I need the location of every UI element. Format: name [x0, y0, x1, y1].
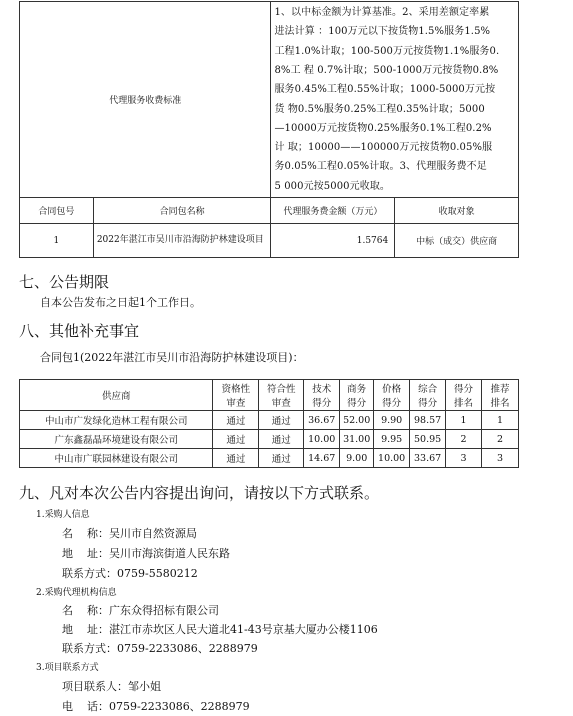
header-qualification: 资格性 审查: [213, 380, 259, 411]
fee-label-cell: [20, 2, 271, 198]
project-contact: 项目联系人：邹小姐: [62, 680, 161, 693]
agency-heading: 2.采购代理机构信息: [36, 588, 117, 598]
buyer-name: 名 称：吴川市自然资源局: [62, 527, 197, 540]
conformity-result: 通过: [259, 411, 304, 430]
fee-line: 服务0.45%工程0.55%计取；1000-5000万元按: [274, 84, 496, 96]
row-pkg-name: 2022年湛江市吴川市沿海防护林建设项目: [93, 224, 271, 258]
score-rank: 1: [446, 411, 482, 430]
fee-line: 务0.05%工程0.05%计取。3、代理服务费不足: [274, 161, 487, 173]
fee-line: 工程1.0%计取；100-500万元按货物1.1%服务0.: [274, 45, 500, 57]
section9-title: 九、凡对本次公告内容提出询问，请按以下方式联系。: [19, 484, 380, 502]
fee-line: 8%工 程 0.7%计取；500-1000万元按货物0.8%: [274, 64, 499, 76]
section7-title: 七、公告期限: [19, 273, 110, 291]
header-fee-amount: 代理服务费金额（万元）: [271, 198, 395, 224]
project-heading: 3.项目联系方式: [36, 663, 99, 673]
buyer-heading: 1.采购人信息: [36, 510, 90, 520]
buyer-address: 地 址：吴川市海滨街道人民东路: [62, 547, 230, 560]
fee-label: 代理服务收费标准: [109, 96, 182, 106]
fee-table: [19, 1, 519, 258]
fee-line: 1、以中标金额为计算基准。2、采用差额定率累: [274, 7, 490, 19]
price-score: 9.90: [374, 411, 410, 430]
header-price-score: 价格 得分: [374, 380, 410, 411]
recommend-rank: 2: [482, 430, 519, 449]
section8-subtitle: 合同包1(2022年湛江市吴川市沿海防护林建设项目)：: [40, 351, 304, 364]
table-row: [20, 430, 519, 449]
score-table-header: [20, 380, 519, 411]
price-score: 9.95: [374, 430, 410, 449]
section8-title: 八、其他补充事宜: [19, 322, 140, 340]
supplier-name: 中山市广联园林建设有限公司: [20, 449, 213, 468]
fee-line: 进法计算 ：100万元以下按货物1.5%服务1.5%: [274, 26, 491, 38]
header-tech-score: 技术 得分: [304, 380, 340, 411]
table-row: [20, 449, 519, 468]
agency-phone: 联系方式：0759-2233086、2288979: [62, 642, 258, 655]
score-rank: 2: [446, 430, 482, 449]
tech-score: 36.67: [304, 411, 340, 430]
project-phone: 电 话：0759-2233086、2288979: [62, 700, 250, 713]
fee-line: —10000万元按货物0.25%服务0.1%工程0.2%: [274, 122, 492, 134]
score-table: [19, 379, 519, 468]
header-pkg: 合同包号: [20, 198, 94, 224]
header-supplier: 供应商: [20, 380, 213, 411]
business-score: 9.00: [340, 449, 374, 468]
recommend-rank: 1: [482, 411, 519, 430]
fee-line: 计 取；10000——100000万元按货物0.05%服: [274, 142, 493, 154]
row-pkg: 1: [20, 224, 94, 258]
qualification-result: 通过: [213, 430, 259, 449]
recommend-rank: 3: [482, 449, 519, 468]
qualification-result: 通过: [213, 411, 259, 430]
header-score-rank: 得分 排名: [446, 380, 482, 411]
table-row: [20, 411, 519, 430]
header-pkg-name: 合同包名称: [93, 198, 271, 224]
score-rank: 3: [446, 449, 482, 468]
buyer-phone: 联系方式：0759-5580212: [62, 567, 198, 580]
header-recommend-rank: 推荐 排名: [482, 380, 519, 411]
tech-score: 14.67: [304, 449, 340, 468]
header-business-score: 商务 得分: [340, 380, 374, 411]
supplier-name: 中山市广发绿化造林工程有限公司: [20, 411, 213, 430]
price-score: 10.00: [374, 449, 410, 468]
total-score: 50.95: [410, 430, 446, 449]
header-conformity: 符合性 审查: [259, 380, 304, 411]
fee-line: 5 000元按5000元收取。: [274, 180, 391, 192]
total-score: 98.57: [410, 411, 446, 430]
section7-text: 自本公告发布之日起1个工作日。: [40, 296, 201, 309]
header-total-score: 综合 得分: [410, 380, 446, 411]
tech-score: 10.00: [304, 430, 340, 449]
business-score: 31.00: [340, 430, 374, 449]
business-score: 52.00: [340, 411, 374, 430]
header-target: 收取对象: [395, 198, 519, 224]
agency-address: 地 址：湛江市赤坎区人民大道北41-43号京基大厦办公楼1106: [62, 623, 378, 636]
supplier-name: 广东鑫磊晶环境建设有限公司: [20, 430, 213, 449]
fee-standard-text: [271, 2, 519, 198]
total-score: 33.67: [410, 449, 446, 468]
row-fee-amount: 1.5764: [271, 224, 395, 258]
qualification-result: 通过: [213, 449, 259, 468]
fee-line: 货 物0.5%服务0.25%工程0.35%计取；5000: [274, 103, 485, 115]
conformity-result: 通过: [259, 430, 304, 449]
agency-name: 名 称：广东众得招标有限公司: [62, 604, 219, 617]
conformity-result: 通过: [259, 449, 304, 468]
row-target: 中标（成交）供应商: [395, 224, 519, 258]
